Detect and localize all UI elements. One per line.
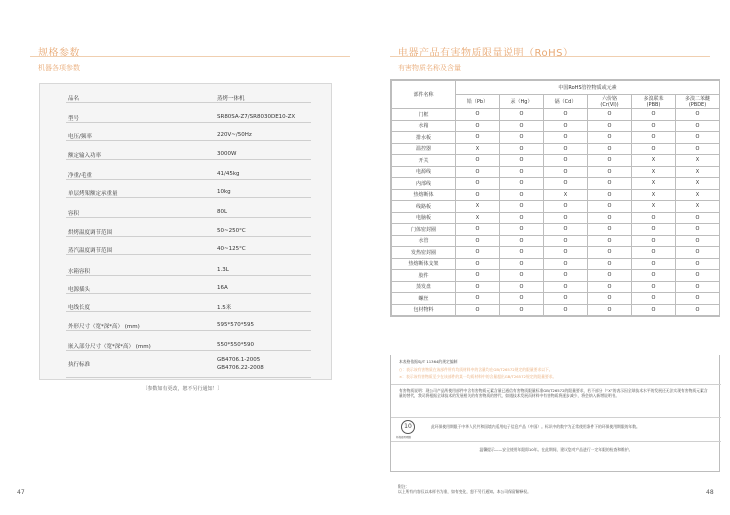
spec-row	[66, 263, 311, 276]
spec-row	[66, 281, 311, 294]
notes-x: ×：表示该有害物质至少在该部件的某一均质材料中的含量超出GB/T26572规定的限量要求。	[399, 374, 557, 379]
spec-label: 型号	[68, 116, 80, 122]
page-title: 电器产品有害物质限量说明（RoHS）	[398, 48, 574, 59]
substance-cell: O	[500, 224, 544, 236]
page-title: 规格参数	[38, 48, 80, 59]
substance-cell: O	[632, 293, 676, 305]
substance-cell: O	[588, 189, 632, 201]
substance-cell: O	[456, 247, 500, 259]
spec-value: 80L	[217, 209, 228, 215]
spec-label: 蒸汽温度调节范围	[68, 248, 113, 254]
substance-header: 镉（Cd）	[544, 95, 588, 109]
substance-cell: O	[500, 270, 544, 282]
spec-value: 1.5米	[217, 305, 232, 311]
spec-row	[66, 224, 311, 237]
spec-row	[66, 185, 311, 198]
recycle-period-icon: 10	[401, 420, 415, 434]
substance-cell: O	[676, 270, 720, 282]
substance-cell: O	[544, 224, 588, 236]
spec-row	[66, 318, 311, 331]
substance-cell: O	[544, 178, 588, 190]
substance-header: 铅（Pb）	[456, 95, 500, 109]
substance-cell: O	[632, 258, 676, 270]
notes-reminder: 温馨提示——安全使用年限即10年。在此期间，建议您对产品进行一定年限的检查和维护。	[479, 447, 633, 452]
table-row	[392, 247, 720, 259]
spec-value: 41/45kg	[217, 171, 240, 177]
spec-label: 外形尺寸（宽*深*高） (mm)	[68, 324, 140, 330]
substance-cell: O	[456, 270, 500, 282]
substance-cell: O	[500, 166, 544, 178]
substance-cell: O	[500, 155, 544, 167]
substance-cell: O	[632, 224, 676, 236]
substance-cell: O	[544, 109, 588, 121]
substance-cell: O	[588, 109, 632, 121]
part-name: 螺丝	[392, 293, 456, 305]
substance-cell: O	[456, 178, 500, 190]
spec-value: 10kg	[217, 189, 231, 195]
spec-row	[66, 205, 311, 218]
substance-header: 多溴联苯 (PBB)	[632, 95, 676, 109]
spec-value: SR80SA-Z7/SR8030DE10-ZX	[217, 114, 296, 120]
substance-cell: X	[544, 189, 588, 201]
substance-cell: O	[456, 132, 500, 144]
substance-cell: O	[588, 304, 632, 316]
substance-cell: X	[632, 201, 676, 213]
substance-cell: O	[456, 293, 500, 305]
substance-cell: O	[544, 120, 588, 132]
substance-cell: O	[676, 304, 720, 316]
spec-label: 电源插头	[68, 287, 91, 293]
table-row	[392, 120, 720, 132]
spec-label: 水箱容积	[68, 269, 91, 275]
spec-value: 550*550*590	[217, 342, 254, 348]
substance-cell: O	[676, 109, 720, 121]
table-row	[392, 189, 720, 201]
substance-cell: O	[588, 247, 632, 259]
substance-cell: O	[588, 258, 632, 270]
notes-period: 此环保使用期限于中华人民共和国境内适用电子信息产品（中国）。标识中的数字为正常使用条件下的环保使用期限的年数。	[431, 424, 640, 429]
part-name: 开关	[392, 155, 456, 167]
spec-label: 品名	[68, 96, 80, 102]
notes-o: ○：表示该有害物质在该部件所有均质材料中的含量均在GB/T26572规定的限量要求以下。	[399, 367, 553, 372]
table-row	[392, 212, 720, 224]
part-name: 胶件	[392, 270, 456, 282]
table-row	[392, 109, 720, 121]
part-name: 水管	[392, 235, 456, 247]
substance-cell: O	[676, 258, 720, 270]
substance-cell: O	[500, 212, 544, 224]
substance-cell: O	[632, 281, 676, 293]
part-name: 电源线	[392, 166, 456, 178]
substance-cell: O	[676, 247, 720, 259]
substance-cell: O	[676, 293, 720, 305]
substance-cell: X	[676, 155, 720, 167]
spec-row	[66, 242, 311, 255]
substance-cell: O	[456, 258, 500, 270]
substance-cell: O	[676, 120, 720, 132]
page-subtitle: 机器各项参数	[38, 64, 80, 72]
part-name: 发热密封圈	[392, 247, 456, 259]
substance-cell: O	[632, 247, 676, 259]
substance-cell: O	[500, 281, 544, 293]
divider	[391, 417, 721, 418]
spec-label: 烘烤温度调节范围	[68, 230, 113, 236]
spec-label: 单层烤架额定承重量	[68, 191, 118, 197]
substance-cell: O	[632, 132, 676, 144]
substance-cell: O	[456, 166, 500, 178]
substance-cell: O	[632, 143, 676, 155]
table-row	[392, 155, 720, 167]
spec-row	[66, 147, 311, 160]
table-row	[392, 178, 720, 190]
substance-cell: O	[588, 166, 632, 178]
substance-cell: O	[588, 281, 632, 293]
footnote-title: 附注：	[398, 484, 410, 489]
substance-cell: O	[588, 293, 632, 305]
spec-label: 执行标准	[68, 362, 91, 368]
substance-cell: X	[632, 166, 676, 178]
substance-cell: O	[676, 224, 720, 236]
substance-cell: O	[500, 132, 544, 144]
substance-cell: O	[588, 143, 632, 155]
substance-cell: O	[544, 155, 588, 167]
part-name: 热熔断体支架	[392, 258, 456, 270]
part-name: 水箱	[392, 120, 456, 132]
substance-cell: O	[500, 201, 544, 213]
spec-value: 16A	[217, 285, 228, 291]
spec-note: 〔参数如有更改，恕不另行通知！〕	[142, 386, 223, 392]
substance-header: 汞（Hg）	[500, 95, 544, 109]
substance-cell: O	[456, 189, 500, 201]
substance-cell: O	[500, 258, 544, 270]
spec-table	[39, 83, 332, 380]
substance-cell: X	[676, 201, 720, 213]
spec-label: 容积	[68, 211, 80, 217]
title-divider	[390, 56, 710, 57]
substance-cell: O	[500, 178, 544, 190]
substance-cell: O	[500, 143, 544, 155]
spec-value: 595*570*595	[217, 322, 254, 328]
table-row	[392, 201, 720, 213]
substance-cell: X	[456, 143, 500, 155]
substance-cell: O	[588, 235, 632, 247]
substance-header: 六价铬 (Cr(VI))	[588, 95, 632, 109]
table-row	[392, 304, 720, 316]
spec-label: 电线长度	[68, 305, 91, 311]
spec-label: 净重/毛重	[68, 173, 92, 179]
table-row	[392, 258, 720, 270]
substance-cell: O	[632, 109, 676, 121]
substance-cell: O	[456, 109, 500, 121]
substance-cell: X	[632, 178, 676, 190]
part-name: 包材物料	[392, 304, 456, 316]
page-number: 48	[706, 489, 714, 496]
substance-cell: O	[676, 235, 720, 247]
spec-value: 蒸烤一体机	[217, 96, 245, 102]
table-row	[392, 281, 720, 293]
spec-row	[66, 110, 311, 123]
substance-cell: X	[676, 166, 720, 178]
part-name: 内部线	[392, 178, 456, 190]
substance-cell: X	[632, 189, 676, 201]
part-name: 温控器	[392, 143, 456, 155]
substance-cell: O	[456, 281, 500, 293]
part-name: 门体密封圈	[392, 224, 456, 236]
substance-cell: O	[544, 143, 588, 155]
page-number: 47	[17, 489, 25, 496]
substance-cell: O	[544, 270, 588, 282]
substance-cell: O	[544, 247, 588, 259]
substance-cell: O	[544, 281, 588, 293]
spec-row	[66, 167, 311, 180]
substance-cell: O	[456, 120, 500, 132]
substance-cell: O	[456, 224, 500, 236]
substance-cell: O	[588, 224, 632, 236]
substance-cell: X	[676, 178, 720, 190]
substance-cell: O	[500, 247, 544, 259]
footnote	[398, 484, 531, 494]
notes-basis: 本表格依据SJ/T 11364的规定编制	[399, 359, 458, 364]
substance-cell: O	[588, 270, 632, 282]
divider	[391, 384, 721, 385]
substance-cell: O	[544, 166, 588, 178]
substance-cell: O	[676, 281, 720, 293]
substance-cell: O	[588, 212, 632, 224]
substance-cell: O	[588, 178, 632, 190]
substance-cell: O	[500, 120, 544, 132]
substance-cell: O	[676, 143, 720, 155]
substance-cell: X	[632, 155, 676, 167]
substance-cell: O	[544, 212, 588, 224]
rohs-notes	[390, 355, 720, 472]
part-name: 门框	[392, 109, 456, 121]
substance-cell: O	[500, 189, 544, 201]
substance-cell: O	[456, 235, 500, 247]
part-name: 电脑板	[392, 212, 456, 224]
part-name: 热熔断体	[392, 189, 456, 201]
substance-cell: O	[588, 132, 632, 144]
spec-value: 40~125°C	[217, 246, 246, 252]
substance-cell: O	[632, 212, 676, 224]
spec-row	[66, 356, 311, 378]
recycle-caption: 环保使用期限	[396, 436, 412, 439]
substance-cell: O	[544, 258, 588, 270]
table-row	[392, 166, 720, 178]
substance-cell: O	[632, 235, 676, 247]
substance-cell: O	[456, 155, 500, 167]
substance-cell: O	[632, 304, 676, 316]
substance-cell: O	[500, 304, 544, 316]
spec-row	[66, 90, 311, 103]
substance-cell: O	[544, 235, 588, 247]
substance-cell: O	[588, 155, 632, 167]
divider	[391, 441, 721, 442]
substance-cell: X	[456, 201, 500, 213]
table-row	[392, 132, 720, 144]
table-row	[392, 224, 720, 236]
spec-value: 1.3L	[217, 267, 229, 273]
substance-cell: O	[632, 120, 676, 132]
page-subtitle: 有害物质名称及含量	[398, 64, 461, 72]
substance-cell: X	[456, 212, 500, 224]
substance-cell: O	[500, 109, 544, 121]
table-row	[392, 270, 720, 282]
notes-para: 有害物质说明：现公司产品所使用部件中含有害物质元素含量已通信有害物质限量标准GB/T26572的限量要求，若不部分（“X”的表示因全球技术水平的发展还无法实现有害物质元素含量的替代，我司将根据全球技术的发展相关的有害物质的替代，如遇技术发展而材料中有害物质将逐步减少，将会纳入新增说明书。	[399, 388, 708, 398]
substance-cell: O	[456, 304, 500, 316]
rohs-table	[390, 79, 720, 317]
title-divider	[30, 56, 350, 57]
substance-cell: O	[544, 201, 588, 213]
substance-cell: O	[588, 120, 632, 132]
part-name: 排水板	[392, 132, 456, 144]
substance-cell: O	[676, 132, 720, 144]
spec-label: 电压/频率	[68, 134, 92, 140]
substance-cell: O	[500, 235, 544, 247]
spec-label: 嵌入部分尺寸（宽*深*高） (mm)	[68, 344, 151, 350]
spec-row	[66, 299, 311, 312]
substance-cell: O	[632, 270, 676, 282]
part-name: 蒸发盘	[392, 281, 456, 293]
spec-value: 3000W	[217, 151, 237, 157]
substance-cell: O	[676, 212, 720, 224]
part-header: 部件名称	[392, 81, 456, 109]
group-header: 中国RoHS管控物质或元素	[456, 81, 720, 95]
spec-label: 额定输入功率	[68, 153, 102, 159]
substance-cell: O	[500, 293, 544, 305]
substance-cell: O	[588, 201, 632, 213]
substance-cell: O	[544, 132, 588, 144]
spec-value: 220V~/50Hz	[217, 132, 252, 138]
spec-row	[66, 128, 311, 141]
spec-value: GB4706.1-2005	[217, 357, 261, 363]
substance-cell: X	[676, 189, 720, 201]
footnote-text: 以上所有内容仅以本样书为准，如有变化，恕不另行通知。本公司保留解释权。	[398, 489, 531, 494]
spec-row	[66, 338, 311, 351]
spec-value: 50~250°C	[217, 228, 246, 234]
spec-value: GB4706.22-2008	[217, 365, 264, 371]
table-row	[392, 235, 720, 247]
substance-header: 多溴二苯醚 (PBDE)	[676, 95, 720, 109]
part-name: 线路板	[392, 201, 456, 213]
substance-cell: O	[544, 293, 588, 305]
right-page	[365, 0, 730, 515]
table-row	[392, 293, 720, 305]
table-row	[392, 143, 720, 155]
substance-cell: O	[544, 304, 588, 316]
